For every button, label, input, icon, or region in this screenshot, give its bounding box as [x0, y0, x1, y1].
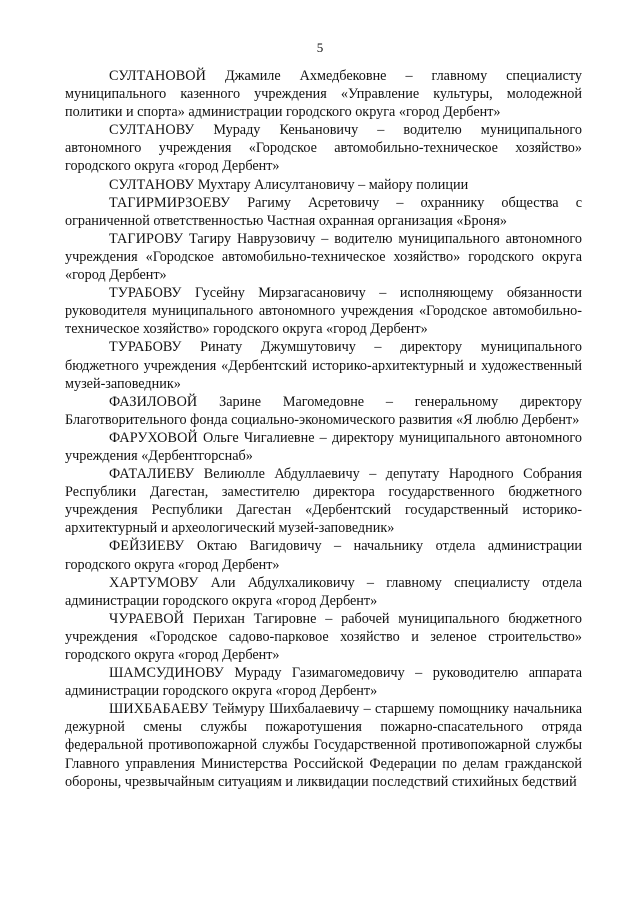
entry-surname: ЧУРАЕВОЙ: [109, 610, 185, 627]
award-list: [65, 67, 582, 791]
entry-text: Октаю Вагидовичу – начальнику отдела администрации городского округа «город Дербент»: [65, 538, 582, 573]
entry-text: Джамиле Ахмедбековне – главному специалисту муниципального казенного учреждения «Управление культуры, молодежной политики и спорта» администрации городского округа «город Дербент»: [65, 68, 582, 121]
list-item: [65, 700, 582, 790]
entry-surname: СУЛТАНОВУ: [109, 176, 195, 193]
entry-surname: ФАЗИЛОВОЙ: [109, 393, 198, 410]
list-item: [65, 393, 582, 429]
entry-text: Мураду Кеньановичу – водителю муниципального автономного учреждения «Городское автомобильно-техническое хозяйство» городского округа «город Дербент»: [65, 122, 582, 175]
list-item: [65, 429, 582, 465]
page-number: 5: [316, 40, 324, 55]
list-item: [65, 284, 582, 338]
entry-surname: ТУРАБОВУ: [109, 339, 182, 356]
entry-surname: СУЛТАНОВОЙ: [109, 68, 206, 84]
entry-surname: ХАРТУМОВУ: [109, 574, 199, 591]
entry-surname: ФЕЙЗИЕВУ: [109, 538, 185, 555]
list-item: [65, 537, 582, 573]
entry-surname: ФАРУХОВОЙ: [109, 429, 198, 446]
entry-text: Али Абдулхаликовичу – главному специалисту отдела администрации городского округа «город Дербент»: [65, 574, 582, 609]
entry-surname: ТАГИРМИРЗОЕВУ: [109, 194, 231, 211]
list-item: [65, 121, 582, 175]
list-item: [65, 465, 582, 537]
entry-text: Велиюлле Абдуллаевичу – депутату Народного Собрания Республики Дагестан, заместителю директора государственного бюджетного учреждения Республики Дагестан «Дербентский государственный историко-архитектурный и археологический музей-заповедник»: [65, 466, 582, 537]
list-item: [65, 230, 582, 284]
list-item: [65, 574, 582, 610]
entry-surname: ШАМСУДИНОВУ: [109, 665, 224, 682]
entry-text: Зарине Магомедовне – генеральному директору Благотворительного фонда социально-экономического развития «Я люблю Дербент»: [65, 393, 582, 428]
entry-surname: ФАТАЛИЕВУ: [109, 466, 195, 483]
entry-text: Мухтару Алисултановичу – майору полиции: [194, 176, 469, 193]
entry-text: Рагиму Асретовичу – охраннику общества с ограниченной ответственностью Частная охранная организация «Броня»: [65, 194, 582, 229]
entry-text: Ольге Чигалиевне – директору муниципального автономного учреждения «Дербентгорснаб»: [65, 429, 582, 464]
entry-text: Перихан Тагировне – рабочей муниципального бюджетного учреждения «Городское садово-парковое хозяйство и зеленое строительство» городского округа «город Дербент»: [65, 610, 582, 663]
list-item: [65, 664, 582, 700]
entry-text: Мураду Газимагомедовичу – руководителю аппарата администрации городского округа «город Дербент»: [65, 665, 582, 700]
list-item: [65, 610, 582, 664]
entry-text: Теймуру Шихбалаевичу – старшему помощнику начальника дежурной смены службы пожаротушения пожарно-спасательного отряда федеральной противопожарной службы Государственной противопожарной службы Главного управления Министерства Российской Федерации по делам гражданской обороны, чрезвычайным ситуациям и ликвидации последствий стихийных бедствий: [65, 701, 582, 790]
entry-surname: ТАГИРОВУ: [109, 230, 184, 247]
list-item: [65, 67, 582, 121]
entry-surname: ТУРАБОВУ: [109, 285, 182, 302]
entry-surname: ШИХБАБАЕВУ: [109, 701, 209, 718]
list-item: [65, 194, 582, 230]
entry-text: Ринату Джумшутовичу – директору муниципального бюджетного учреждения «Дербентский историко-архитектурный и художественный музей-заповедник»: [65, 339, 582, 392]
list-item: [65, 176, 582, 194]
list-item: [65, 338, 582, 392]
entry-surname: СУЛТАНОВУ: [109, 122, 195, 139]
entry-text: Гусейну Мирзагасановичу – исполняющему обязанности руководителя муниципального автономного учреждения «Городское автомобильно-техническое хозяйство» городского округа «город Дербент»: [65, 285, 582, 338]
entry-text: Тагиру Наврузовичу – водителю муниципального автономного учреждения «Городское автомобильно-техническое хозяйство» городского округа «город Дербент»: [65, 230, 582, 284]
